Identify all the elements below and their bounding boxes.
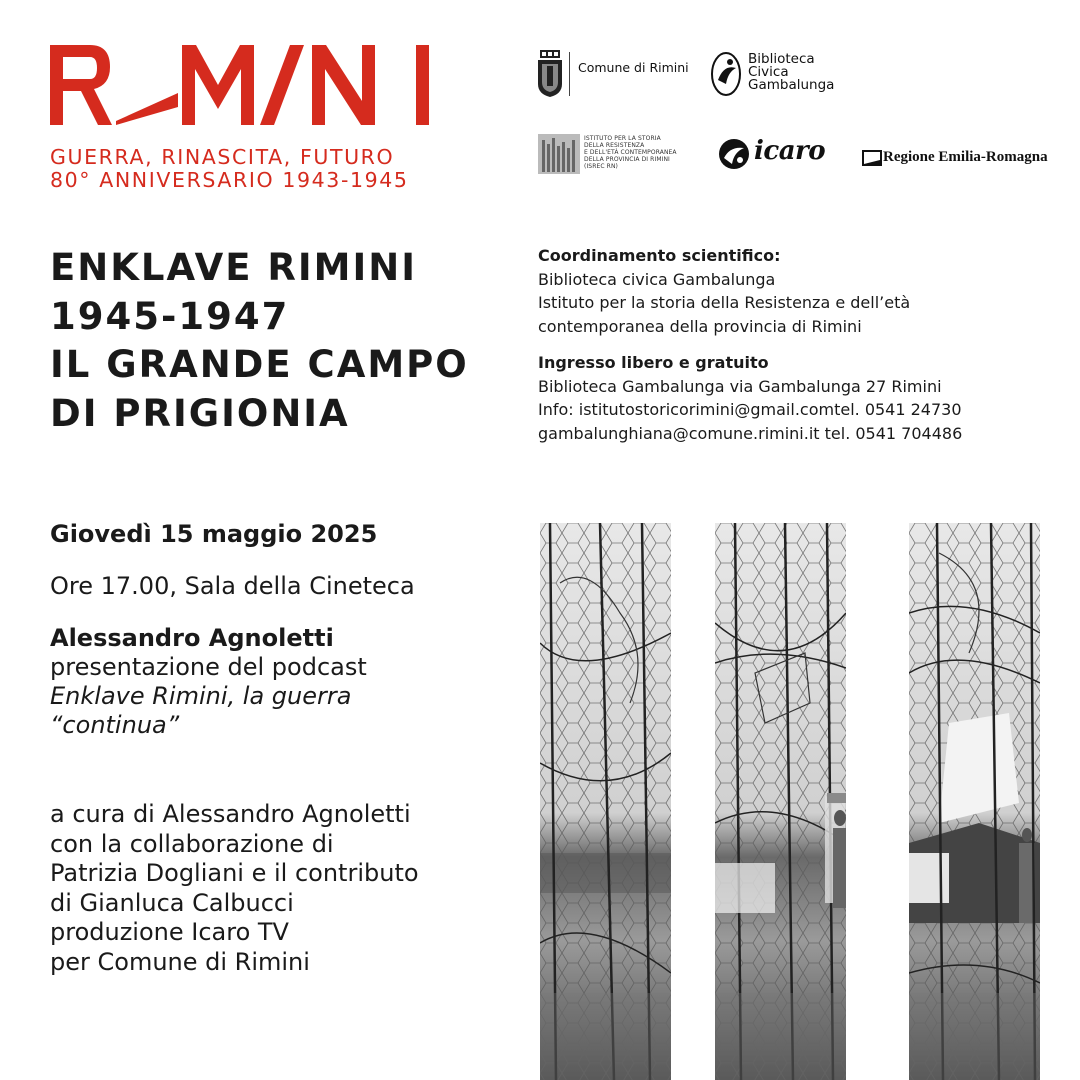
isrec-logo <box>538 134 677 178</box>
coordination-block <box>538 244 910 338</box>
coordination-line-1: Biblioteca civica Gambalunga <box>538 269 776 289</box>
event-date: Giovedì 15 maggio 2025 <box>50 520 378 548</box>
tagline <box>50 146 409 192</box>
isrec-bars-icon <box>538 134 580 174</box>
isrec-line-3: E DELL'ETÀ CONTEMPORANEA <box>584 149 677 156</box>
podcast-title-line-2: “continua” <box>50 711 180 739</box>
title-line-2: 1945-1947 <box>50 294 290 338</box>
title-line-1: ENKLAVE RIMINI <box>50 246 417 289</box>
isrec-line-1: ISTITUTO PER LA STORIA <box>584 135 661 142</box>
credit-line-5: produzione Icaro TV <box>50 918 289 946</box>
photo-strip-1 <box>540 523 671 1080</box>
coordination-line-2: Istituto per la storia della Resistenza e dell’età <box>538 293 911 312</box>
credit-line-1: a cura di Alessandro Agnoletti <box>50 800 411 828</box>
regione-emblem-icon <box>862 150 882 166</box>
biblioteca-line-2: Civica <box>748 64 789 80</box>
title-line-4: DI PRIGIONIA <box>50 391 350 435</box>
credit-line-6: per Comune di Rimini <box>50 947 310 976</box>
podcast-intro: presentazione del podcast <box>50 653 367 681</box>
coat-of-arms-icon <box>536 50 564 98</box>
regione-label: Regione Emilia-Romagna <box>883 149 1048 165</box>
isrec-line-5: (ISREC RN) <box>584 163 618 170</box>
credit-line-4: di Gianluca Calbucci <box>50 888 294 917</box>
title-line-3: IL GRANDE CAMPO <box>50 343 469 386</box>
podcast-title-line-1: Enklave Rimini, la guerra <box>50 682 352 710</box>
credit-line-3: Patrizia Dogliani e il contributo <box>50 859 419 887</box>
credits-block <box>50 800 419 977</box>
isrec-line-4: DELLA PROVINCIA DI RIMINI <box>584 156 670 163</box>
biblioteca-emblem-icon <box>710 50 744 98</box>
biblioteca-logo <box>710 50 835 102</box>
tagline-line-2: 80° ANNIVERSARIO 1943-1945 <box>50 168 409 192</box>
biblioteca-line-1: Biblioteca <box>748 51 815 67</box>
entry-address: Biblioteca Gambalunga via Gambalunga 27 Rimini <box>538 376 942 396</box>
entry-info-email: Info: istitutostoricorimini@gmail.comtel. 0541 24730 <box>538 400 962 419</box>
biblioteca-line-3: Gambalunga <box>748 77 835 93</box>
tagline-line-1: GUERRA, RINASCITA, FUTURO <box>50 145 395 169</box>
rimini-logo <box>50 45 435 127</box>
comune-label: Comune di Rimini <box>578 60 689 75</box>
icaro-label: icaro <box>754 136 826 166</box>
entry-block <box>538 351 962 445</box>
event-time-place: Ore 17.00, Sala della Cineteca <box>50 572 415 600</box>
entry-library-email: gambalunghiana@comune.rimini.it tel. 0541 704486 <box>538 423 963 443</box>
photo-strip-3 <box>909 523 1040 1080</box>
event-title <box>50 244 469 438</box>
entry-heading: Ingresso libero e gratuito <box>538 353 769 372</box>
photo-strip-2 <box>715 523 846 1080</box>
speaker-block <box>50 624 367 740</box>
icaro-emblem-icon <box>718 138 750 170</box>
coordination-heading: Coordinamento scientifico: <box>538 246 781 265</box>
comune-logo <box>536 50 689 102</box>
credit-line-2: con la collaborazione di <box>50 829 334 858</box>
isrec-line-2: DELLA RESISTENZA <box>584 142 645 149</box>
coordination-line-3: contemporanea della provincia di Rimini <box>538 316 862 336</box>
speaker-name: Alessandro Agnoletti <box>50 624 334 652</box>
